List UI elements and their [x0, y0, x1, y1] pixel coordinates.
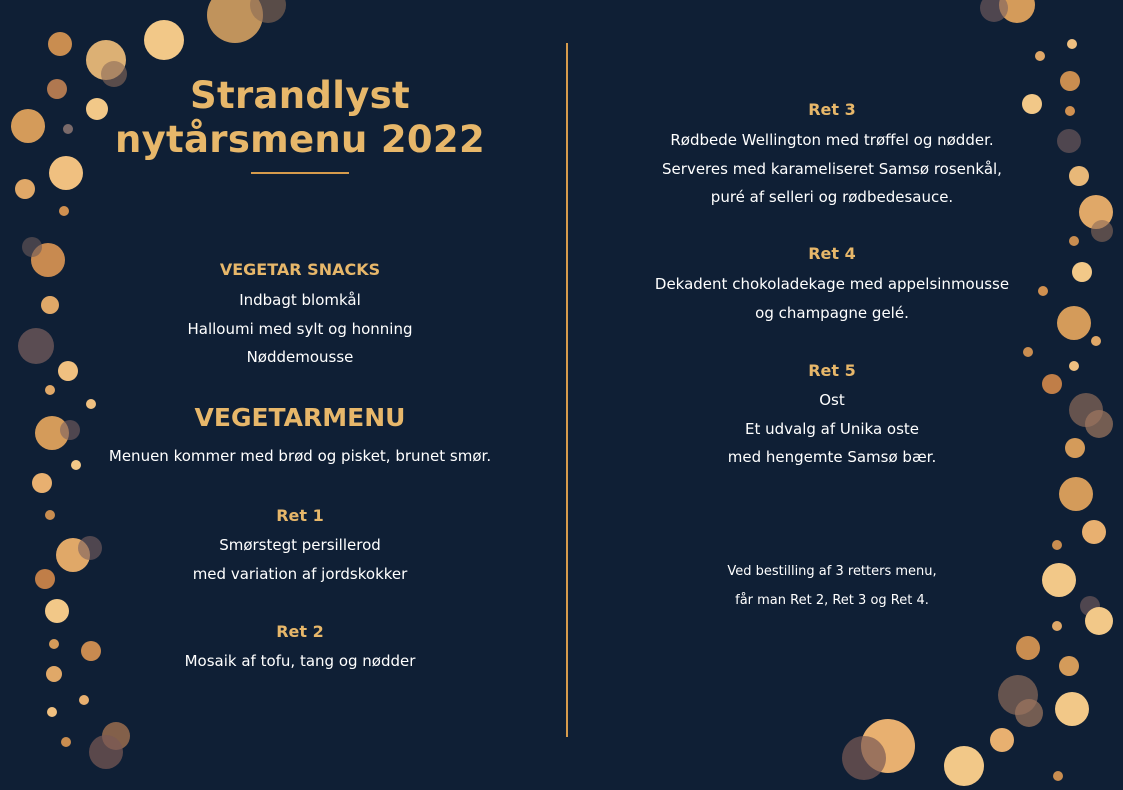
ret4-line: og champagne gelé. [755, 303, 909, 322]
ret5-heading: Ret 5 [808, 361, 856, 380]
vegetarmenu-note: Menuen kommer med brød og pisket, brunet smør. [108, 447, 492, 465]
ret4-heading: Ret 4 [808, 244, 856, 263]
ret2-heading: Ret 2 [276, 622, 324, 641]
ret3-line: Serveres med karameliseret Samsø rosenkål, [662, 159, 1002, 178]
ret1-line: med variation af jordskokker [192, 564, 408, 583]
title-line-2: nytårsmenu 2022 [114, 118, 486, 161]
title-line-1: Strandlyst [190, 74, 410, 117]
vegetarmenu-heading: VEGETARMENU [194, 403, 406, 432]
ret1-line: Smørstegt persillerod [219, 536, 381, 554]
snacks-list [60, 286, 540, 372]
ret5-line: med hengemte Samsø bær. [727, 448, 937, 466]
ret2-line: Mosaik af tofu, tang og nødder [184, 652, 416, 670]
ret4-line: Dekadent chokoladekage med appelsinmousse [654, 275, 1010, 293]
footnote-line: Ved bestilling af 3 retters menu, [727, 564, 937, 579]
ret2-description [60, 647, 540, 676]
ret1-description [60, 531, 540, 588]
snacks-heading: VEGETAR SNACKS [219, 260, 381, 279]
ret4-description [612, 270, 1052, 327]
right-column [612, 0, 1052, 790]
ret1-heading: Ret 1 [276, 506, 324, 525]
ret3-heading: Ret 3 [808, 100, 856, 119]
snack-item: Halloumi med sylt og honning [187, 319, 413, 338]
ret3-line: puré af selleri og rødbedesauce. [710, 188, 954, 206]
footnote [612, 557, 1052, 615]
menu-title [60, 74, 540, 162]
ret3-description [612, 126, 1052, 212]
ret5-line: Ost [819, 391, 845, 409]
ret3-line: Rødbede Wellington med trøffel og nødder. [670, 131, 994, 149]
ret5-line: Et udvalg af Unika oste [744, 419, 920, 438]
snack-item: Nøddemousse [246, 348, 354, 366]
title-underline [251, 172, 349, 174]
snack-item: Indbagt blomkål [239, 291, 361, 309]
column-divider [566, 43, 568, 737]
left-column [60, 0, 540, 790]
ret5-description [612, 386, 1052, 472]
footnote-line: får man Ret 2, Ret 3 og Ret 4. [735, 593, 929, 608]
